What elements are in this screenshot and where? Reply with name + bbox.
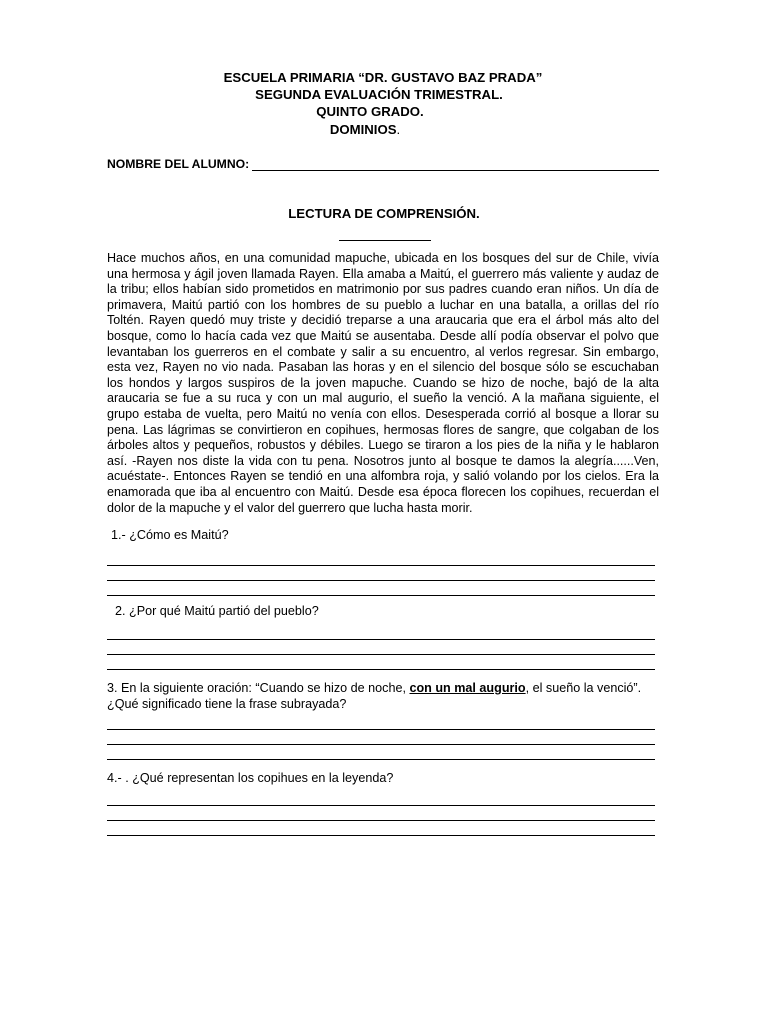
question-3-text-start: 3. En la siguiente oración: “Cuando se hizo de noche, (107, 681, 410, 695)
answer-line[interactable] (107, 595, 655, 596)
exam-header (0, 69, 768, 138)
grade-level: QUINTO GRADO. (316, 104, 424, 120)
section-divider (339, 240, 431, 241)
question-1: 1.- ¿Cómo es Maitú? (111, 528, 229, 542)
answer-line[interactable] (107, 759, 655, 760)
reading-passage: Hace muchos años, en una comunidad mapuche, ubicada en los bosques del sur de Chile, vivía una hermosa y ágil joven llamada Rayen. Ella amaba a Maitú, el guerrero más valiente y audaz de la tribu; ellos habían sido prometidos en matrimonio por sus padres cuando eran niños. Un día de primavera, Maitú partió con los hombres de su pueblo a luchar en una batalla, a orillas del río Toltén. Rayen quedó muy triste y decidió treparse a una araucaria que era el árbol más alto del bosque, como lo hacía cada vez que Maitú se ausentaba. Desde allí podía observar el polvo que levantaban los guerreros en el combate y salir a su encuentro, al verlos regresar. Sin embargo, esta vez, Rayen no vio nada. Pasaban las horas y en el silencio del bosque sólo se escuchaban los hondos y largos suspiros de la joven mapuche. Cuando se hizo de noche, bajó de la alta araucaria se fue a su ruca y con un mal augurio, el sueño la venció. A la mañana siguiente, el grupo estaba de vuelta, pero Maitú no venía con ellos. Desesperada corrió al bosque a llorar su pena. Las lágrimas se convirtieron en copihues, hermosas flores de sangre, que colgaban de los árboles altos y pequeños, robustos y débiles. Luego se tiraron a los pies de la niña y le hablaron así. -Rayen nos diste la vida con tu pena. Nosotros junto al bosque te damos la alegría......Ven, acuéstate-. Entonces Rayen se tendió en una alfombra roja, y salió volando por los cielos. Era la enamorada que iba al encuentro con Maitú. Desde esa época florecen los copihues, recuerdan el dolor de la mapuche y el valor del guerrero que lucha hasta morir. (107, 251, 659, 515)
answer-line[interactable] (107, 639, 655, 640)
answer-line[interactable] (107, 580, 655, 581)
question-3 (107, 681, 659, 712)
student-name-row (107, 157, 659, 171)
answer-line[interactable] (107, 654, 655, 655)
question-4: 4.- . ¿Qué representan los copihues en la leyenda? (107, 771, 394, 785)
question-3-text-end: , el sueño la venció”. ¿Qué significado tiene la frase subrayada? (107, 681, 642, 711)
answer-line[interactable] (107, 805, 655, 806)
underlined-phrase: con un mal augurio (409, 681, 526, 695)
evaluation-title: SEGUNDA EVALUACIÓN TRIMESTRAL. (255, 87, 503, 103)
answer-line[interactable] (107, 729, 655, 730)
answer-line[interactable] (107, 820, 655, 821)
subject-period: . (396, 121, 401, 137)
answer-line[interactable] (107, 565, 655, 566)
question-2: 2. ¿Por qué Maitú partió del pueblo? (115, 604, 319, 618)
answer-line[interactable] (107, 744, 655, 745)
subject-line (0, 121, 768, 138)
reading-section-title: LECTURA DE COMPRENSIÓN. (288, 206, 480, 221)
answer-line[interactable] (107, 669, 655, 670)
subject-title: DOMINIOS (329, 121, 397, 137)
school-name: ESCUELA PRIMARIA “DR. GUSTAVO BAZ PRADA” (223, 70, 543, 85)
student-name-label: NOMBRE DEL ALUMNO: (107, 157, 250, 171)
student-name-field[interactable] (252, 157, 659, 171)
answer-line[interactable] (107, 835, 655, 836)
